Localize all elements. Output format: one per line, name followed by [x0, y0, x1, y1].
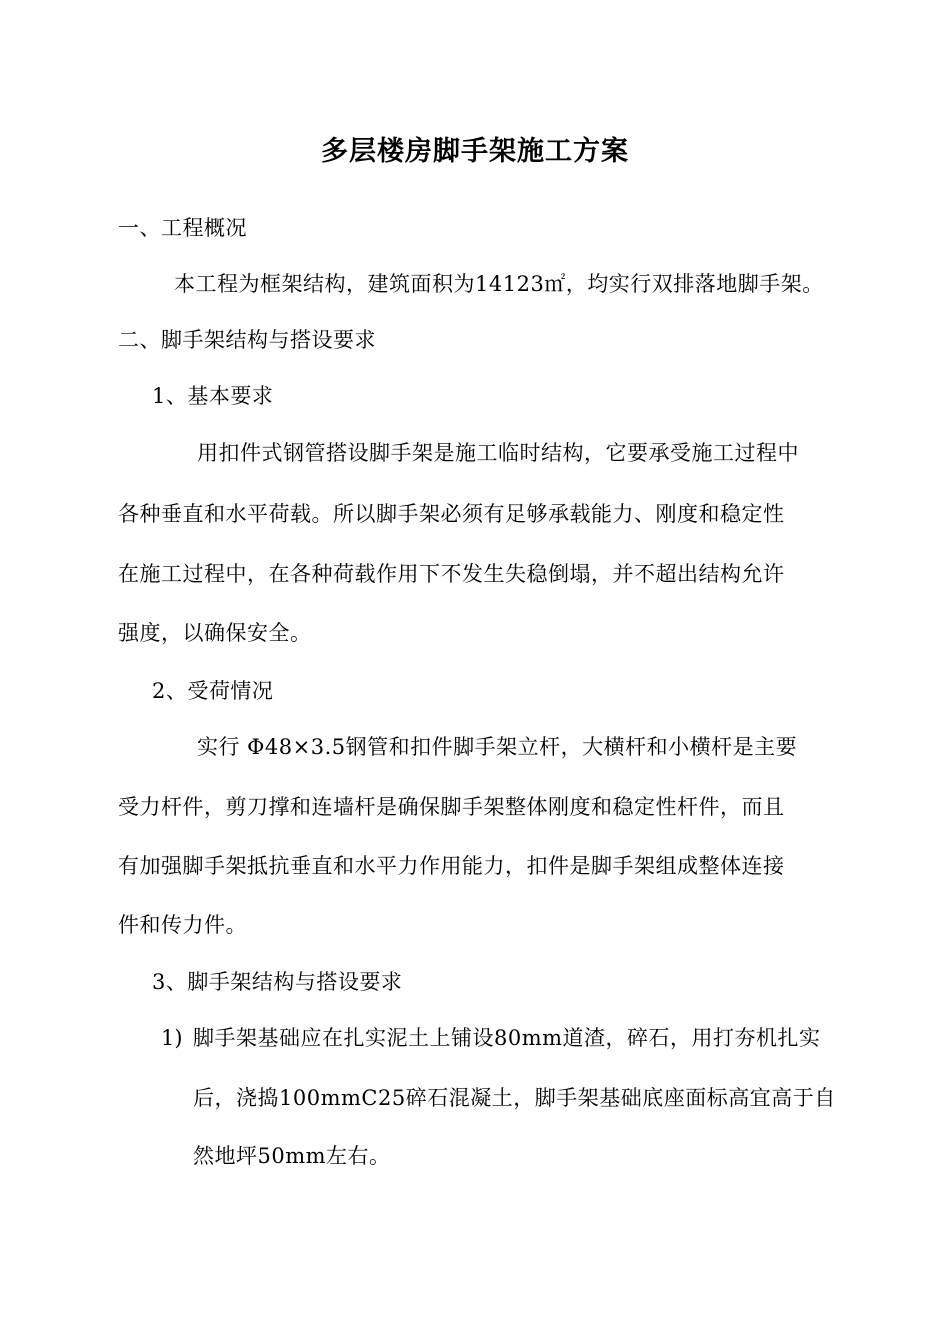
overview-paragraph: [174, 270, 824, 298]
list-item-line: 脚手架基础应在扎实泥土上铺设80mm道渣，碎石，用打夯机扎实: [193, 1026, 821, 1050]
load-paragraph-line: 有加强脚手架抵抗垂直和水平力作用能力，扣件是脚手架组成整体连接: [118, 854, 785, 878]
overview-text-end: ，均实行双排落地脚手架。: [565, 272, 824, 296]
basic-paragraph-line: 用扣件式钢管搭设脚手架是施工临时结构，它要承受施工过程中: [197, 441, 799, 465]
load-paragraph-line: 受力杆件，剪刀撑和连墙杆是确保脚手架整体刚度和稳定性杆件，而且: [118, 795, 785, 819]
load-paragraph-line: 件和传力件。: [118, 913, 247, 937]
load-paragraph-line: 实行 Φ48×3.5钢管和扣件脚手架立杆，大横杆和小横杆是主要: [197, 735, 798, 759]
document-title: 多层楼房脚手架施工方案: [321, 136, 629, 167]
list-item-line: 然地坪50mm左右。: [193, 1144, 391, 1168]
overview-text-main: 本工程为框架结构，建筑面积为14123㎡: [174, 272, 566, 296]
subsection-heading-load: 2、受荷情况: [152, 679, 274, 703]
basic-paragraph-line: 强度，以确保安全。: [118, 621, 312, 645]
list-item-line: 后，浇捣100mmC25碎石混凝土，脚手架基础底座面标高宜高于自: [193, 1086, 836, 1110]
subsection-heading-basic: 1、基本要求: [152, 384, 274, 408]
subsection-heading-erection: 3、脚手架结构与搭设要求: [152, 970, 403, 994]
section-heading-overview: 一、工程概况: [118, 216, 247, 240]
section-heading-structure: 二、脚手架结构与搭设要求: [118, 328, 376, 352]
list-item-marker: 1): [161, 1026, 183, 1050]
basic-paragraph-line: 各种垂直和水平荷载。所以脚手架必须有足够承载能力、刚度和稳定性: [118, 502, 785, 526]
basic-paragraph-line: 在施工过程中，在各种荷载作用下不发生失稳倒塌，并不超出结构允许: [118, 562, 785, 586]
